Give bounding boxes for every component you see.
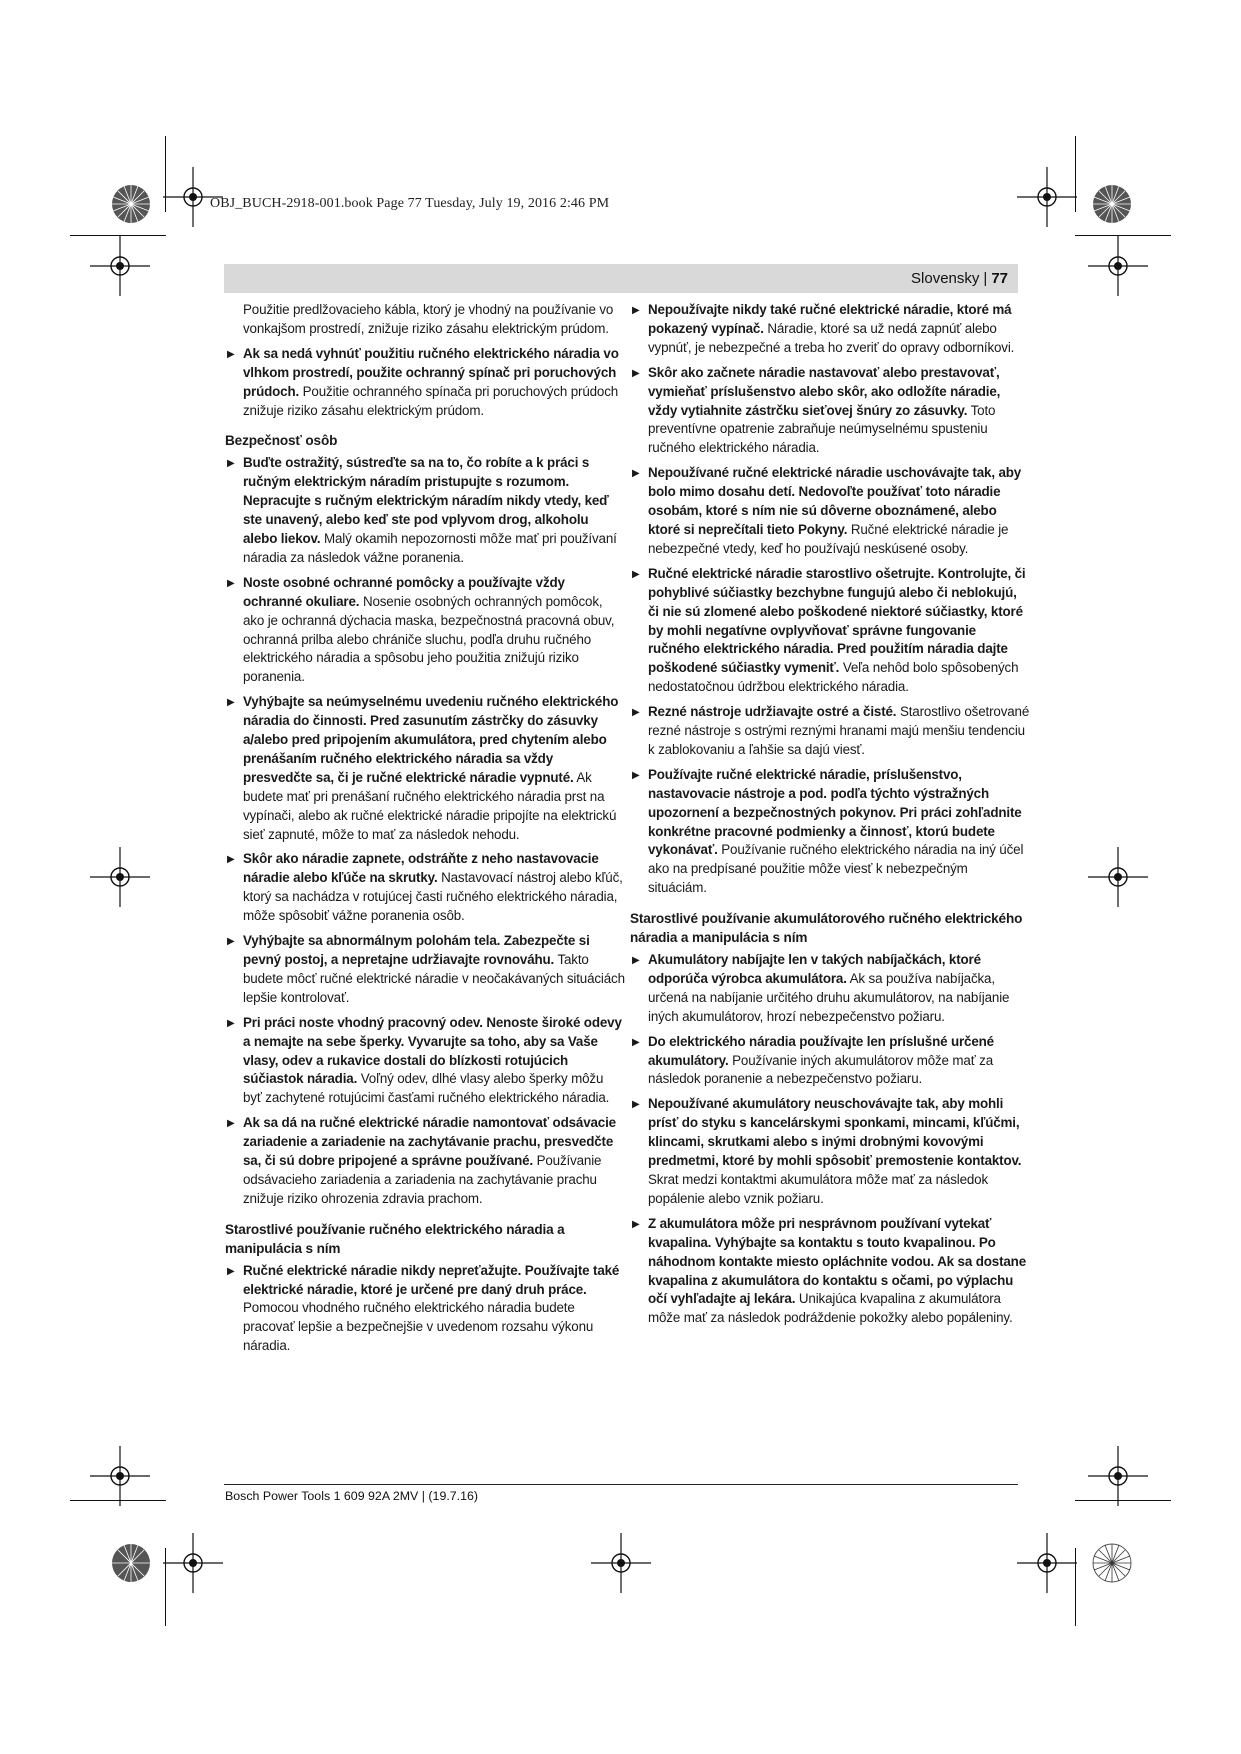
section-heading: Bezpečnosť osôb xyxy=(225,433,338,449)
crop-mark xyxy=(165,136,166,212)
safety-bullet xyxy=(225,932,625,1008)
bullet-bold-text: Ak sa dá na ručné elektrické náradie namontovať odsávacie zariadenie a zariadenie na zachytávanie prachu, presvedčte sa, či sú dobre pripojené a správne používané. xyxy=(243,1115,616,1169)
safety-bullet xyxy=(630,464,1030,559)
bullet-bold-text: Skôr ako náradie zapnete, odstráňte z neho nastavovacie náradie alebo kľúče na skrutky. xyxy=(243,851,599,886)
bullet-text: Ak budete mať pri prenášaní ručného elektrického náradia prst na vypínači, alebo ak ručné elektrické náradie pripojíte na elektrickú sieť zapnuté, môže to mať za následok nehodu. xyxy=(243,769,617,842)
bullet-text: Starostlivo ošetrované rezné nástroje s ostrými reznými hranami majú menšiu tendenciu k zablokovaniu a ľahšie sa dajú viesť. xyxy=(648,704,1030,757)
safety-bullet xyxy=(630,1215,1030,1328)
safety-bullet xyxy=(630,766,1030,898)
bullet-bold-text: Buďte ostražitý, sústreďte sa na to, čo robíte a k práci s ručným elektrickým náradím pristupujte s rozumom. Nepracujte s ručným elektrickým náradím nikdy vtedy, keď ste unavený, alebo keď ste pod vplyvom drog, alkoholu alebo liekov. xyxy=(243,455,609,546)
right-column xyxy=(630,301,1030,1334)
bullet-bold-text: Pri práci noste vhodný pracovný odev. Nenoste široké odevy a nemajte na sebe šperky. Vyvarujte sa toho, aby sa Vaše vlasy, odev a rukavice dostali do blízkosti rotujúcich súčiastok náradia. xyxy=(243,1014,622,1087)
crosshair-icon xyxy=(90,236,150,296)
bullet-text: Unikajúca kvapalina z akumulátora môže mať za následok podráždenie pokožky alebo popáleniny. xyxy=(648,1291,1013,1326)
bullet-text: Ručné elektrické náradie je nebezpečné vtedy, keď ho používajú neskúsené osoby. xyxy=(648,521,1009,556)
crosshair-icon xyxy=(90,1446,150,1506)
bullet-bold-text: Skôr ako začnete náradie nastavovať alebo prestavovať, vymieňať príslušenstvo alebo skôr, ako odložíte náradie, vždy vytiahnite zástrčku sieťovej šnúry zo zásuvky. xyxy=(648,364,1001,418)
crop-mark xyxy=(70,235,166,236)
bullet-text: Nosenie osobných ochranných pomôcok, ako je ochranná dýchacia maska, bezpečnostná pracovná obuv, ochranná prilba alebo chrániče sluchu, podľa druhu ručného elektrického náradia a spôsobu jeho použitia znižujú riziko poranenia. xyxy=(243,593,615,685)
bullet-bold-text: Vyhýbajte sa abnormálnym polohám tela. Zabezpečte si pevný postoj, a nepretajne udržiavajte rovnováhu. xyxy=(243,933,590,967)
registration-starburst-icon xyxy=(104,1536,158,1590)
crosshair-icon xyxy=(1017,1533,1077,1593)
bullet-text: Veľa nehôd bolo spôsobených nedostatočnou údržbou elektrického náradia. xyxy=(648,660,1019,695)
crosshair-icon xyxy=(163,1533,223,1593)
section-heading: Starostlivé používanie ručného elektrického náradia a manipulácia s ním xyxy=(225,1221,565,1256)
safety-bullet xyxy=(630,703,1030,760)
bullet-bold-text: Ručné elektrické náradie starostlivo ošetrujte. Kontrolujte, či pohyblivé súčiastky bezchybne fungujú alebo či neblokujú, či nie sú zlomené alebo poškodené niektoré súčiastky, ktoré by mohli negatívne ovplyvňovať správne fungovanie ručného elektrického náradia. Pred použitím náradia dajte poškodené súčiastky vymeniť. xyxy=(648,565,1026,676)
bullet-bold-text: Ručné elektrické náradie nikdy nepreťažujte. Používajte také elektrické náradie, ktoré je určené pre daný druh práce. xyxy=(243,1262,620,1297)
section-heading: Starostlivé používanie akumulátorového ručného elektrického náradia a manipulácia s ním xyxy=(630,911,1023,946)
bullet-bold-text: Rezné nástroje udržiavajte ostré a čisté. xyxy=(648,704,897,720)
bullet-bold-text: Vyhýbajte sa neúmyselnému uvedeniu ručného elektrického náradia do činnosti. Pred zasunutím zástrčky do zásuvky a/alebo pred pripojením akumulátora, pred chytením alebo prenášaním ručného elektrického náradia sa vždy presvedčte sa, či je ručné elektrické náradie vypnuté. xyxy=(243,694,619,785)
safety-bullet xyxy=(225,850,625,926)
bullet-text: Náradie, ktoré sa už nedá zapnúť alebo vypnúť, je nebezpečné a treba ho zveriť do opravy odborníkovi. xyxy=(648,320,1015,355)
bullet-bold-text: Do elektrického náradia používajte len príslušné určené akumulátory. xyxy=(648,1033,994,1068)
crosshair-icon xyxy=(1088,236,1148,296)
crosshair-icon xyxy=(90,847,150,907)
bullet-bold-text: Akumulátory nabíjajte len v takých nabíjačkách, ktoré odporúča výrobca akumulátora. xyxy=(648,952,981,986)
safety-bullet xyxy=(630,364,1030,459)
registration-starburst-icon xyxy=(104,177,158,231)
registration-starburst-icon xyxy=(1085,1536,1139,1590)
safety-bullet xyxy=(630,1095,1030,1208)
safety-bullet xyxy=(225,574,625,687)
crop-mark xyxy=(70,1500,166,1501)
page-header: Slovensky | 77 xyxy=(911,270,1008,287)
bullet-bold-text: Používajte ručné elektrické náradie, príslušenstvo, nastavovacie nástroje a pod. podľa týchto výstražných upozornení a bezpečnostných pokynov. Pri práci zohľadnite konkrétne pracovné podmienky a činnosť, ktorú budete vykonávať. xyxy=(648,766,1022,858)
intro-paragraph: Použitie predlžovacieho kábla, ktorý je vhodný na používanie vo vonkajšom prostredí, znižuje riziko zásahu elektrickým prúdom. xyxy=(243,302,614,336)
safety-bullet xyxy=(630,951,1030,1027)
crop-mark xyxy=(1075,235,1171,236)
crop-mark xyxy=(1075,1500,1171,1501)
bullet-text: Voľný odev, dlhé vlasy alebo šperky môžu byť zachytené rotujúcimi časťami ručného elektrického náradia. xyxy=(243,1071,610,1106)
bullet-bold-text: Ak sa nedá vyhnúť použitiu ručného elektrického náradia vo vlhkom prostredí, použite ochranný spínač pri poruchových prúdoch. xyxy=(243,345,619,399)
bullet-text: Skrat medzi kontaktmi akumulátora môže mať za následok popálenie alebo vznik požiaru. xyxy=(648,1171,989,1206)
safety-bullet xyxy=(225,1262,625,1357)
crosshair-icon xyxy=(163,167,223,227)
bullet-bold-text: Nepoužívajte nikdy také ručné elektrické náradie, ktoré má pokazený vypínač. xyxy=(648,302,1012,336)
safety-bullet xyxy=(630,301,1030,358)
crop-mark xyxy=(165,1548,166,1626)
bullet-text: Používanie ručného elektrického náradia na iný účel ako na predpísané použitie môže viesť k nebezpečným situáciám. xyxy=(648,842,1024,896)
safety-bullet xyxy=(225,1014,625,1109)
bullet-text: Nastavovací nástroj alebo kľúč, ktorý sa nachádza v rotujúcej časti ručného elektrického náradia, môže spôsobiť vážne poranenia osôb. xyxy=(243,870,623,924)
safety-bullet xyxy=(630,1033,1030,1090)
crosshair-icon xyxy=(591,1533,651,1593)
bullet-text: Takto budete môcť ručné elektrické náradie v neočakávaných situáciách lepšie kontrolovať. xyxy=(243,952,625,1005)
crosshair-icon xyxy=(1088,847,1148,907)
bullet-bold-text: Z akumulátora môže pri nesprávnom používaní vytekať kvapalina. Vyhýbajte sa kontaktu s touto kvapalinou. Po náhodnom kontakte miesto opláchnite vodou. Ak sa dostane kvapalina z akumulátora do kontaktu s očami, po výplachu očí vyhľadajte aj lekára. xyxy=(648,1215,1026,1307)
crop-mark xyxy=(1075,136,1076,212)
safety-bullet xyxy=(225,1114,625,1209)
registration-starburst-icon xyxy=(1085,177,1139,231)
page-number: 77 xyxy=(991,270,1008,287)
crop-mark xyxy=(1075,1548,1076,1626)
bullet-bold-text: Nepoužívané akumulátory neuschovávajte tak, aby mohli prísť do styku s kancelárskymi sponkami, mincami, kľúčmi, klincami, skrutkami alebo s inými drobnými kovovými predmetmi, ktoré by mohli spôsobiť premostenie kontaktov. xyxy=(648,1096,1022,1169)
bullet-text: Použitie ochranného spínača pri poruchových prúdoch znižuje riziko zásahu elektrickým prúdom. xyxy=(243,383,619,418)
header-language: Slovensky xyxy=(911,270,980,287)
bullet-text: Malý okamih nepozornosti môže mať pri používaní náradia za následok vážne poranenia. xyxy=(243,530,617,565)
bullet-bold-text: Nepoužívané ručné elektrické náradie uschovávajte tak, aby bolo mimo dosahu detí. Nedovoľte používať toto náradie osobám, ktoré s ním nie sú dôverne oboznámené, alebo ktoré si neprečítali tieto Pokyny. xyxy=(648,465,1022,537)
footer-rule xyxy=(224,1484,1018,1485)
crosshair-icon xyxy=(1017,167,1077,227)
safety-bullet xyxy=(225,693,625,844)
safety-bullet xyxy=(630,565,1030,697)
bullet-text: Používanie odsávacieho zariadenia a zariadenia na zachytávanie prachu znižuje riziko ohrozenia zdravia prachom. xyxy=(243,1153,602,1206)
print-header: OBJ_BUCH-2918-001.book Page 77 Tuesday, July 19, 2016 2:46 PM xyxy=(210,196,610,211)
bullet-text: Toto preventívne opatrenie zabraňuje neúmyselnému spusteniu ručného elektrického náradia. xyxy=(648,402,996,456)
bullet-text: Používanie iných akumulátorov môže mať za následok poranenie a nebezpečenstvo požiaru. xyxy=(648,1052,993,1087)
page-footer: Bosch Power Tools 1 609 92A 2MV | (19.7.16) xyxy=(225,1489,479,1503)
bullet-bold-text: Noste osobné ochranné pomôcky a používajte vždy ochranné okuliare. xyxy=(243,574,565,609)
safety-bullet xyxy=(225,454,625,567)
bullet-text: Pomocou vhodného ručného elektrického náradia budete pracovať lepšie a bezpečnejšie v uvedenom rozsahu výkonu náradia. xyxy=(243,1300,594,1354)
safety-bullet xyxy=(225,345,625,421)
page-header-band xyxy=(224,264,1018,293)
crosshair-icon xyxy=(1088,1446,1148,1506)
left-column xyxy=(225,301,625,1362)
bullet-text: Ak sa používa nabíjačka, určená na nabíjanie určitého druhu akumulátorov, na nabíjanie iných akumulátorov, hrozí nebezpečenstvo požiaru. xyxy=(648,970,1010,1024)
